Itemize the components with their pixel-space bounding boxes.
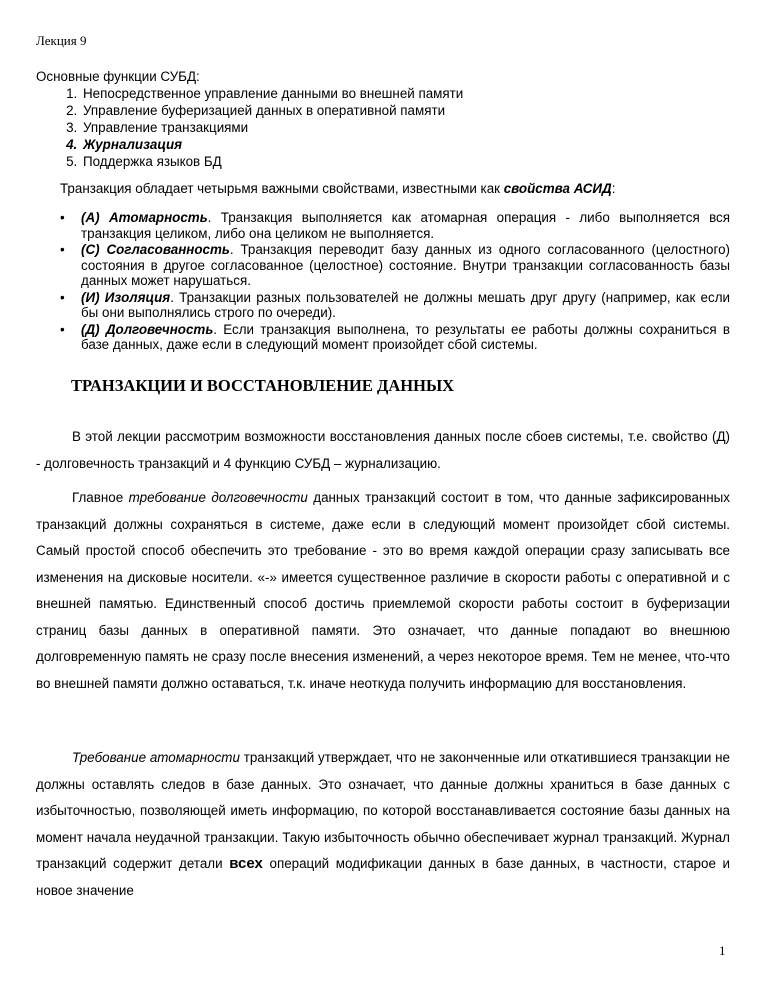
function-item: 1. Непосредственное управление данными во внешней памяти xyxy=(81,85,463,102)
property-text: . Транзакции разных пользователей не должны мешать друг другу (например, как если бы они выполнялись строго по очереди). xyxy=(81,289,730,320)
property-text: . Если транзакция выполнена, то результаты ее работы должны сохраниться в базе данных, даже если в следующий момент произойдет сбой системы. xyxy=(81,321,731,352)
paragraph-intro xyxy=(36,424,730,477)
function-item: 3. Управление транзакциями xyxy=(81,119,463,136)
paragraph-mid: транзакций утверждает, что не законченные или откатившиеся транзакции не должны оставлять следов в базе данных. Это означает, что данные должны храниться в базе данных с избыточностью, позволяющей иметь информацию, по которой восстанавливается состояние базы данных на момент начала неудачной транзакции. Такую избыточность обычно обеспечивает журнал транзакций. Журнал транзакций содержит детали xyxy=(36,750,730,871)
acid-term: свойства АСИД xyxy=(503,181,612,196)
acid-intro-end: : xyxy=(611,181,616,196)
function-item: 2. Управление буферизацией данных в оперативной памяти xyxy=(81,102,463,119)
paragraph-start: Главное xyxy=(72,490,129,505)
property-name: (С) Согласованность xyxy=(81,242,230,257)
emphasized-word: всех xyxy=(229,855,263,872)
dbms-functions-block xyxy=(36,68,463,170)
acid-intro xyxy=(60,181,615,196)
paragraph-atomicity xyxy=(36,745,730,904)
function-item: 5. Поддержка языков БД xyxy=(81,153,463,170)
functions-list xyxy=(36,85,463,170)
property-name: (Д) Долговечность xyxy=(81,321,214,337)
paragraph-text: В этой лекции рассмотрим возможности восстановления данных после сбоев системы, т.е. свойство (Д) - долговечность транзакций и 4 функцию СУБД – журнализацию. xyxy=(36,429,730,471)
page-number: 1 xyxy=(719,943,726,958)
property-name: (И) Изоляция xyxy=(81,289,171,305)
section-heading: ТРАНЗАКЦИИ И ВОССТАНОВЛЕНИЕ ДАННЫХ xyxy=(71,376,455,395)
durability-requirement-term: требование долговечности xyxy=(128,490,308,505)
paragraph-rest: данных транзакций состоит в том, что данные зафиксированных транзакций должны сохраняться в системе, даже если в следующий момент произойдет сбой системы. Самый простой способ обеспечить это требование - это во время каждой операции сразу записывать все изменения на дисковые носители. «-» имеется существенное различие в скорости работы с оперативной и с внешней памятью. Единственный способ достичь приемлемой скорости работы состоит в буферизации страниц базы данных в оперативной памяти. Это означает, что данные попадают во внешнюю долговременную память не сразу после внесения изменений, а через некоторое время. Тем не менее, что-что во внешней памяти должно оставаться, т.к. иначе неоткуда получить информацию для восстановления. xyxy=(36,490,731,691)
acid-intro-text: Транзакция обладает четырьмя важными свойствами, известными как xyxy=(60,181,504,196)
atomicity-requirement-term: Требование атомарности xyxy=(72,750,240,765)
property-text: . Транзакция выполняется как атомарная операция - либо выполняется вся транзакция целиком, либо она целиком не выполняется. xyxy=(81,210,730,241)
paragraph-text xyxy=(36,745,730,904)
paragraph-text xyxy=(36,485,730,697)
paragraph-durability xyxy=(36,485,730,697)
property-name: (А) Атомарность xyxy=(81,210,208,225)
property-text: . Транзакция переводит базу данных из одного согласованного (целостного) состояния в другое согласованное (целостное) состояние. Внутри транзакции согласованность базы данных может нарушаться. xyxy=(81,242,730,288)
paragraph-end: операций модификации данных в базе данных, в частности, старое и новое значение xyxy=(36,856,730,898)
functions-title: Основные функции СУБД: xyxy=(36,69,200,84)
lecture-header: Лекция 9 xyxy=(36,33,87,48)
function-item-journaling: 4. Журнализация xyxy=(81,136,463,153)
acid-list xyxy=(60,210,730,353)
acid-item-consistency xyxy=(81,242,730,289)
acid-item-isolation xyxy=(81,290,730,321)
acid-item-atomicity xyxy=(81,210,730,241)
acid-item-durability xyxy=(81,322,730,353)
acid-properties xyxy=(60,210,730,354)
